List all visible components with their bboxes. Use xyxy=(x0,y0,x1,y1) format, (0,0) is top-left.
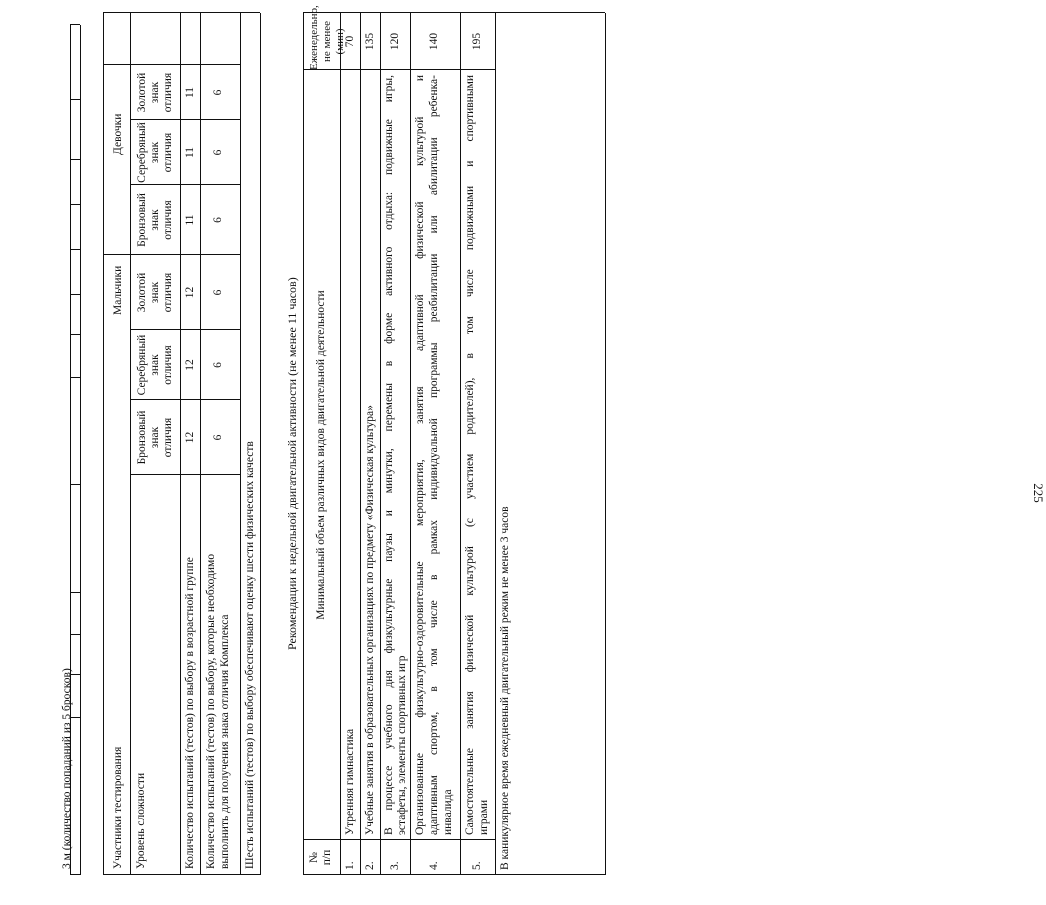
row1-value: 12 xyxy=(184,359,196,371)
row1-label: Количество испытаний (тестов) по выбору в возрастной группе xyxy=(184,557,196,869)
activity-text: инвалида xyxy=(442,789,454,835)
weekly-minutes: 140 xyxy=(428,32,440,51)
activity-text: адаптивным спортом, в том числе в рамках индивидуальной программы реабилитации или абилитации ребенка- xyxy=(428,75,440,835)
activity-text: играми xyxy=(478,799,490,835)
row2-value: 6 xyxy=(212,362,224,368)
page-number: 225 xyxy=(1031,483,1046,503)
activity-text: Самостоятельные занятия физической культурой (с участием родителей), в том числе подвижными и спортивными xyxy=(464,75,476,835)
row2-value: 6 xyxy=(212,289,224,296)
activity-table-title: Рекомендации к недельной двигательной активности (не менее 11 часов) xyxy=(285,277,299,650)
activity-text: эстафеты, элементы спортивных игр xyxy=(396,655,408,835)
row-number: 1. xyxy=(344,861,356,870)
row-number: 5. xyxy=(471,861,483,870)
boys-bronze-header: Бронзовый знак отличия xyxy=(136,410,174,465)
weekly-column-header: Еженедельно, не менее (мин) xyxy=(308,5,346,70)
row1-value: 11 xyxy=(184,146,196,159)
activity-text: Учебные занятия в образовательных организациях по предмету «Физическая культура» xyxy=(364,405,376,835)
activity-text: Организованные физкультурно-оздоровительные мероприятия, занятия адаптивной физической культурой и xyxy=(414,75,426,835)
table2-footer: В каникулярное время ежедневный двигательный режим не менее 3 часов xyxy=(499,506,511,870)
row2-value: 6 xyxy=(212,434,224,441)
activity-column-header: Минимальный объем различных видов двигательной деятельности xyxy=(315,290,327,620)
girls-gold-header: Золотой знак отличия xyxy=(136,72,174,113)
activity-text: В процессе учебного дня физкультурные паузы и минутки, перемены в форме активного отдыха: подвижные игры, xyxy=(383,75,395,835)
boys-header: Мальчики xyxy=(112,265,124,315)
participants-label: Участники тестирования xyxy=(112,746,124,869)
row2-value: 6 xyxy=(212,149,224,156)
row-number: 3. xyxy=(389,861,401,870)
boys-silver-header: Серебряный знак отличия xyxy=(136,334,174,396)
girls-bronze-header: Бронзовый знак отличия xyxy=(136,193,174,247)
complexity-label: Уровень сложности xyxy=(135,772,147,869)
row2-value: 6 xyxy=(212,217,224,223)
row2-label-line1: Количество испытаний (тестов) по выбору, которые необходимо xyxy=(205,553,217,869)
girls-header: Девочки xyxy=(112,113,124,155)
activity-text: Утренняя гимнастика xyxy=(344,728,356,835)
weekly-minutes: 135 xyxy=(364,32,376,51)
row1-value: 12 xyxy=(184,286,196,299)
weekly-minutes: 70 xyxy=(344,35,356,48)
table1-footer: Шесть испытаний (тестов) по выбору обеспечивают оценку шести физических качеств xyxy=(244,441,256,869)
row2-label-line2: выполнить для получения знака отличия Комплекса xyxy=(219,614,231,869)
weekly-minutes: 120 xyxy=(389,32,401,51)
row-number: 2. xyxy=(364,861,376,870)
boys-gold-header: Золотой знак отличия xyxy=(136,272,174,313)
weekly-minutes: 195 xyxy=(471,32,483,51)
row1-value: 11 xyxy=(184,86,196,99)
row1-value: 11 xyxy=(184,214,196,226)
number-column-header: № п/п xyxy=(308,849,333,866)
girls-silver-header: Серебряный знак отличия xyxy=(136,122,174,183)
top-strip-label: 3 м (количество попаданий из 5 бросков) xyxy=(61,668,73,869)
row2-value: 6 xyxy=(212,89,224,96)
row1-value: 12 xyxy=(184,431,196,444)
row-number: 4. xyxy=(428,861,440,870)
